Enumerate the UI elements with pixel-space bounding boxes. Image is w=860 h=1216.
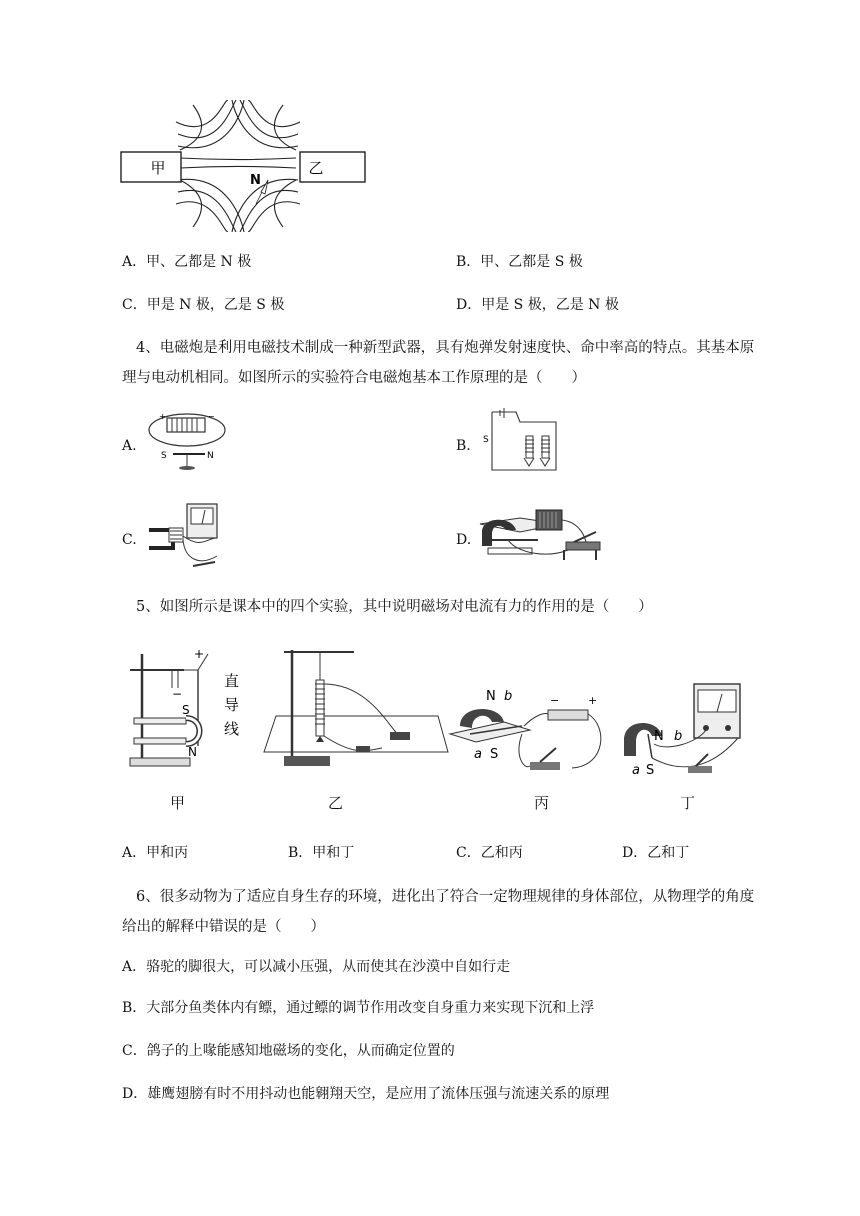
magnet-jia-label: 甲 bbox=[150, 159, 166, 177]
q6-option-d[interactable]: D．雄鹰翅膀有时不用抖动也能翱翔天空，是应用了流体压强与流速关系的原理 bbox=[122, 1086, 610, 1102]
q5-caption-bing: 丙 bbox=[534, 794, 550, 812]
svg-text:+: + bbox=[588, 694, 598, 707]
svg-text:S: S bbox=[490, 747, 499, 762]
svg-text:−: − bbox=[172, 687, 183, 701]
svg-text:b: b bbox=[504, 689, 513, 704]
q3-option-b[interactable]: B．甲、乙都是 S 极 bbox=[456, 254, 583, 270]
q6-stem-line2: 给出的解释中错误的是（ ） bbox=[122, 919, 325, 935]
svg-text:S: S bbox=[483, 435, 489, 445]
svg-text:+: + bbox=[194, 647, 205, 661]
svg-text:b: b bbox=[674, 729, 683, 744]
q5-option-d[interactable]: D．乙和丁 bbox=[622, 845, 690, 861]
q5-figure-jia bbox=[124, 646, 244, 774]
q5-option-b[interactable]: B．甲和丁 bbox=[288, 845, 355, 861]
svg-text:N: N bbox=[486, 689, 496, 704]
svg-text:S: S bbox=[182, 703, 190, 717]
q3-option-c[interactable]: C．甲是 N 极，乙是 S 极 bbox=[122, 297, 285, 313]
q6-option-c[interactable]: C．鸽子的上喙能感知地磁场的变化，从而确定位置的 bbox=[122, 1043, 455, 1059]
q4-stem-line2: 理与电动机相同。如图所示的实验符合电磁炮基本工作原理的是（ ） bbox=[122, 370, 586, 386]
q4-figure-d bbox=[478, 504, 604, 568]
svg-text:−: − bbox=[550, 694, 560, 707]
magnet-field-figure bbox=[118, 100, 368, 232]
compass-n-label: N bbox=[250, 173, 261, 188]
q4-label-c[interactable]: C. bbox=[122, 532, 137, 548]
q5-option-c[interactable]: C．乙和丙 bbox=[456, 845, 523, 861]
q4-figure-c bbox=[145, 500, 225, 572]
svg-text:a: a bbox=[632, 763, 640, 778]
q4-label-a[interactable]: A. bbox=[122, 438, 137, 454]
svg-text:S: S bbox=[161, 451, 167, 461]
q4-stem bbox=[122, 333, 812, 393]
q5-stem: 5、如图所示是课本中的四个实验，其中说明磁场对电流有力的作用的是（ ） bbox=[136, 599, 653, 615]
svg-text:a: a bbox=[474, 747, 482, 762]
dao-label: 导 bbox=[224, 696, 240, 714]
svg-text:N: N bbox=[188, 745, 197, 759]
q5-caption-yi: 乙 bbox=[328, 794, 344, 812]
svg-text:+: + bbox=[159, 412, 166, 421]
q4-label-b[interactable]: B. bbox=[456, 438, 471, 454]
svg-text:N: N bbox=[207, 451, 214, 461]
svg-text:−: − bbox=[208, 412, 215, 421]
q5-figure-ding bbox=[618, 682, 752, 778]
q5-figure-bing bbox=[444, 686, 608, 782]
q5-option-a[interactable]: A．甲和丙 bbox=[122, 845, 189, 861]
q6-stem bbox=[122, 882, 812, 942]
q3-option-a[interactable]: A．甲、乙都是 N 极 bbox=[122, 254, 252, 270]
q3-option-d[interactable]: D．甲是 S 极，乙是 N 极 bbox=[456, 297, 619, 313]
q5-figure-yi bbox=[262, 644, 450, 772]
xian-label: 线 bbox=[224, 720, 240, 738]
q5-caption-jia: 甲 bbox=[170, 794, 186, 812]
svg-text:N: N bbox=[654, 729, 664, 744]
q6-option-a[interactable]: A．骆驼的脚很大，可以减小压强，从而使其在沙漠中自如行走 bbox=[122, 959, 511, 975]
svg-text:S: S bbox=[646, 763, 655, 778]
q4-figure-b bbox=[480, 408, 562, 476]
magnet-yi-label: 乙 bbox=[308, 159, 324, 177]
q5-caption-ding: 丁 bbox=[680, 794, 696, 812]
q6-stem-line1: 6、很多动物为了适应自身生存的环境，进化出了符合一定物理规律的身体部位，从物理学的角度 bbox=[136, 889, 755, 905]
zhi-label: 直 bbox=[224, 672, 240, 690]
q4-label-d[interactable]: D. bbox=[456, 532, 472, 548]
q4-stem-line1: 4、电磁炮是利用电磁技术制成一种新型武器，具有炮弹发射速度快、命中率高的特点。其基本原 bbox=[136, 340, 755, 356]
q6-option-b[interactable]: B．大部分鱼类体内有鳔，通过鳔的调节作用改变自身重力来实现下沉和上浮 bbox=[122, 1000, 595, 1016]
q4-figure-a bbox=[145, 408, 230, 476]
